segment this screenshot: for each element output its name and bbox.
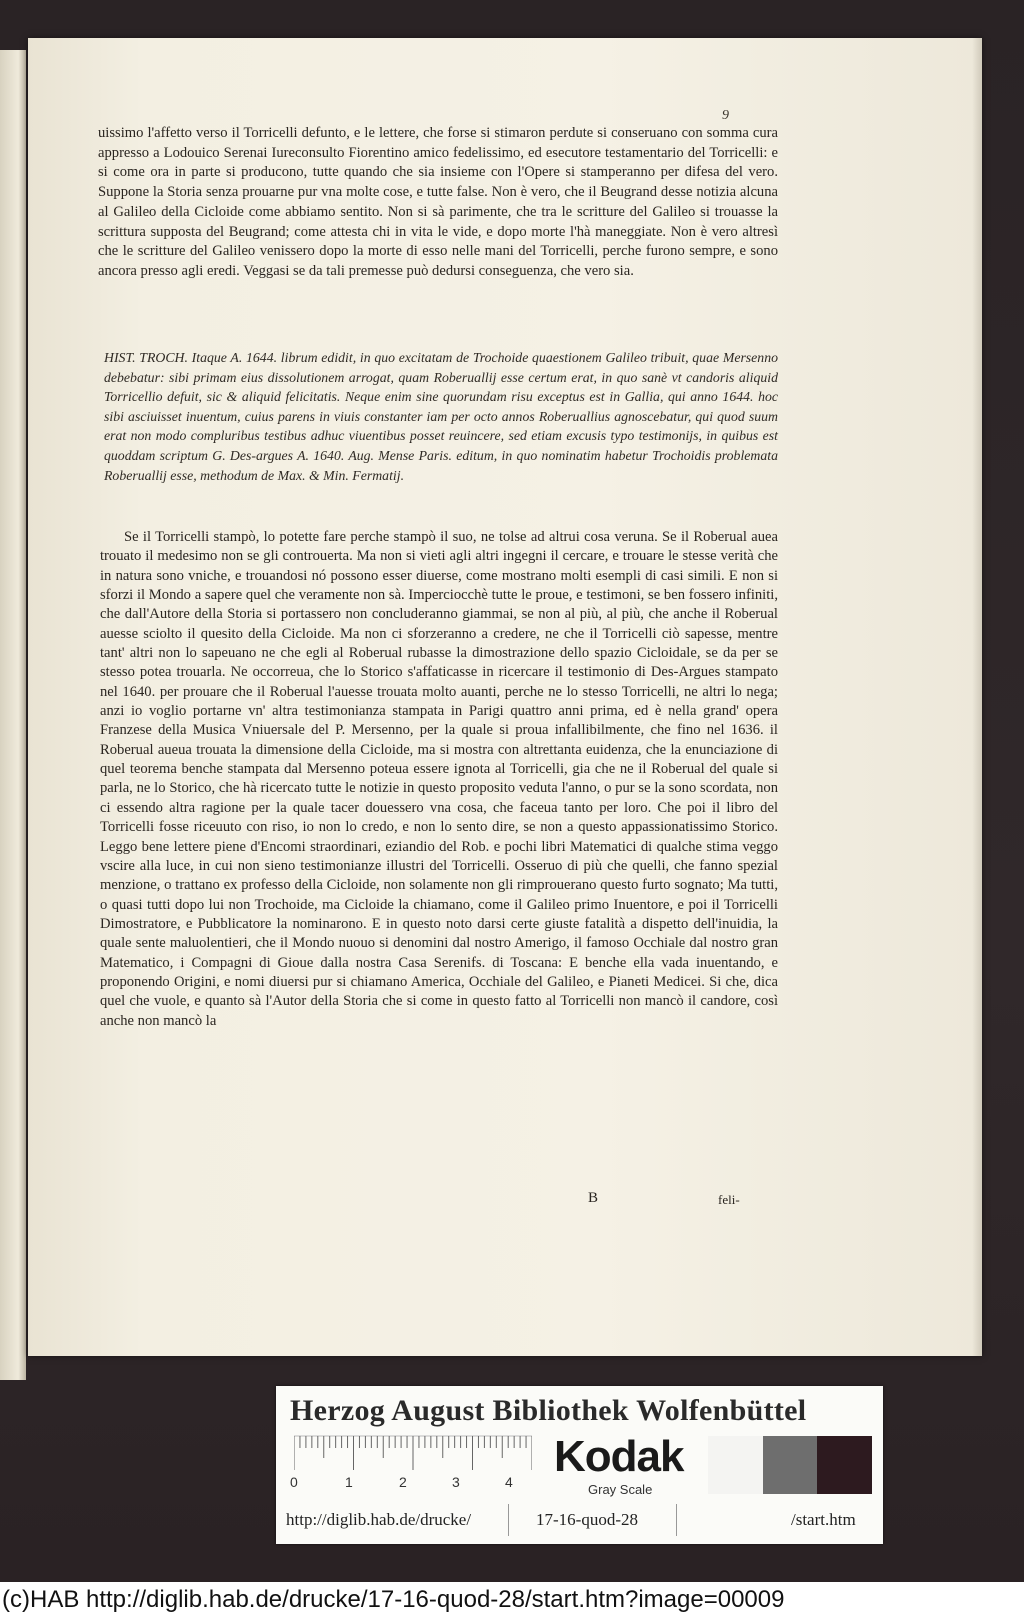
ruler-numbers — [290, 1474, 550, 1494]
gray-scale-label: Gray Scale — [588, 1482, 653, 1497]
catchword: feli- — [718, 1192, 740, 1207]
kodak-logo: Kodak — [554, 1432, 684, 1481]
page-shadow — [972, 38, 982, 1356]
ruler-number: 4 — [505, 1474, 513, 1490]
gray-patch-dark — [817, 1436, 872, 1494]
footer-url[interactable]: (c)HAB http://diglib.hab.de/drucke/17-16-quod-28/start.htm?image=00009 — [2, 1586, 785, 1613]
url-id: 17-16-quod-28 — [536, 1510, 638, 1529]
color-target-card — [276, 1386, 883, 1544]
ruler-number: 0 — [290, 1474, 298, 1490]
gray-patches — [708, 1436, 872, 1494]
url-base: http://diglib.hab.de/drucke/ — [286, 1510, 472, 1529]
ruler-number: 3 — [452, 1474, 460, 1490]
ruler-scale — [294, 1434, 532, 1474]
previous-page-edge — [0, 50, 26, 1380]
gray-patch-light — [708, 1436, 763, 1494]
ruler-number: 2 — [399, 1474, 407, 1490]
url-divider — [676, 1504, 677, 1536]
library-name: Herzog August Bibliothek Wolfenbüttel — [290, 1394, 807, 1427]
signature-mark: B — [588, 1190, 599, 1206]
paragraph-2-text: Se il Torricelli stampò, lo potette fare perche stampò il suo, ne tolse ad altrui cosa veruna. Se il Roberual auea trouato il medesimo non se gli controuerta. Ma non si vieti agli altri ingegni il cercare, e trouare le stesse verità che in natura sono vniche, e trouandosi nó possono esser diuerse, come mostrano molti esempli di casi simili. E non si sforzi il Mondo a sapere quel che veramente non sà. Imperciocchè tutte le proue, e testimoni, se ben fossero infiniti, che dall'Autore della Storia si portassero non concluderanno giammai, se non al più, al più, che anche il Roberual auesse sciolto il quesito della Cicloide. Ma non ci sforzeranno a credere, ne che il Torricelli ciò sapesse, mentre tant' altri non lo sapeuano ne che egli al Roberual rubasse la dimostrazione dello spazio Cicloidale, se da per se stesso potea trouarla. Ne occorreua, che lo Storico s'affaticasse in ricercare il testimonio di Des-Argues stampato nel 1640. per prouare che il Roberual l'auesse trouata molto auanti, perche ne lo stesso Torricelli, ne altri lo nega; anzi io voglio portarne vn' altra testimonianza stampata in Parigi quattro anni prima, ed è nella grand' opera Franzese della Musica Vniuersale del P. Mersenno, per la quale si proua infallibilmente, che fino nel 1636. il Roberual aueua trouata la dimensione della Cicloide, ma si mostra con altrettanta euidenza, che la enunciazione di quel teorema benche stampata dal Mersenno poteua essere ignota al Torricelli, gia che ne il Roberual del quale si parla, ne lo Storico, che hà ricercato tutte le notizie in questo proposito veduta l'anno, o pur se la sono scordata, non ci essendo altra ragione per la quale tacer douessero vna cosa, che faceua tanto per loro. Che poi il libro del Torricelli fosse riceuuto con riso, io non lo credo, e non lo sento dire, se non a questo appassionatissimo Storico. Leggo bene lettere piene d'Encomi straordinari, eziandio del Rob. e pochi libri Matematici di qualche stima veggo vscire alla luce, in cui non sieno testimonianze illustri del Torricelli. Osseruo di più che quelli, che fanno spezial menzione, o trattano ex professo della Cicloide, non solamente non gli rimprouerano questo furto sognato; Ma tutti, o quasi tutti dopo lui non Trochoide, ma Cicloide la chiamano, come il Galileo primo Inuentore, e poi il Torricelli Dimostratore, e Pubblicatore la nominarono. E in questo noto darsi certe giuste fatalità a dispetto dell'inuidia, la quale sente maluolentieri, che il Mondo nuouo si denomini dal nostro Amerigo, il famoso Occhiale dal nostro gran Matematico, i Compagni di Gioue dalla nostra Casa Serenifs. di Toscana: E benche ella vada inuentando, e proponendo Origini, e nomi diuersi pur si chiamano America, Occhiale del Galileo, e Pianeti Medicei. Si che, dica quel che vuole, e quanto sà l'Autor della Storia che si come in questo fatto al Torricelli non mancò il candore, così anche non mancò la — [100, 529, 778, 1029]
paragraph-2 — [100, 528, 778, 1031]
paragraph-1-text: uissimo l'affetto verso il Torricelli defunto, e le lettere, che forse si stimaron perdute si conseruano con somma cura appresso a Lodouico Serenai Iureconsulto Fiorentino amico fedelissimo, ed esecutore testamentario del Torricelli: e si come ora in parte si producono, tutte quando che sia insieme con l'Opere si stamperanno per difesa del vero. Suppone la Storia senza prouarne pur vna molte cose, e tutte false. Non è vero, che il Beugrand desse notizia alcuna al Galileo della Cicloide come abbiamo sentito. Non si sà parimente, che tra le scritture del Galileo si trouasse la scrittura supposta del Beugrand; come attesta chi in vita le vide, e dopo morte l'hà maneggiate. Non è vero altresì che le scritture del Galileo venissero dopo la morte di esso nelle mani del Torricelli, perche furono sempre, e sono ancora presso agli eredi. Veggasi se da tali premesse può dedursi conseguenza, che vero sia. — [98, 125, 778, 279]
paragraph-1 — [98, 124, 778, 282]
ruler-number: 1 — [345, 1474, 353, 1490]
latin-quotation: HIST. TROCH. Itaque A. 1644. librum edidit, in quo excitatam de Trochoide quaestionem Galileo tribuit, quae Mersenno debebatur: sibi primam eius dissolutionem arrogat, quam Roberuallij esse certum erat, in quo sanè vt candoris aliquid Torricellio defuit, sic & aliquid felicitatis. Neque enim sine quorundam risu exceptus est in Gallia, qui anno 1644. hoc sibi asciuisset inuentum, cuius parens in viuis constanter iam per octo annos Roberuallius agnoscebatur, qui quod suum erat non modo compluribus testibus adhuc viuentibus posset reuincere, sed etiam excusis typo testimonijs, in quibus est quoddam scriptum G. Des-argues A. 1640. Aug. Mense Paris. editum, in quo nominatim habetur Trochoidis problemata Roberuallij esse, methodum de Max. & Min. Fermatij. — [104, 350, 778, 483]
url-row — [286, 1504, 876, 1536]
page-number: 9 — [722, 108, 729, 123]
url-end: /start.htm — [791, 1510, 856, 1529]
footer-bar — [0, 1582, 1024, 1618]
gray-patch-mid — [763, 1436, 818, 1494]
url-divider — [508, 1504, 509, 1536]
